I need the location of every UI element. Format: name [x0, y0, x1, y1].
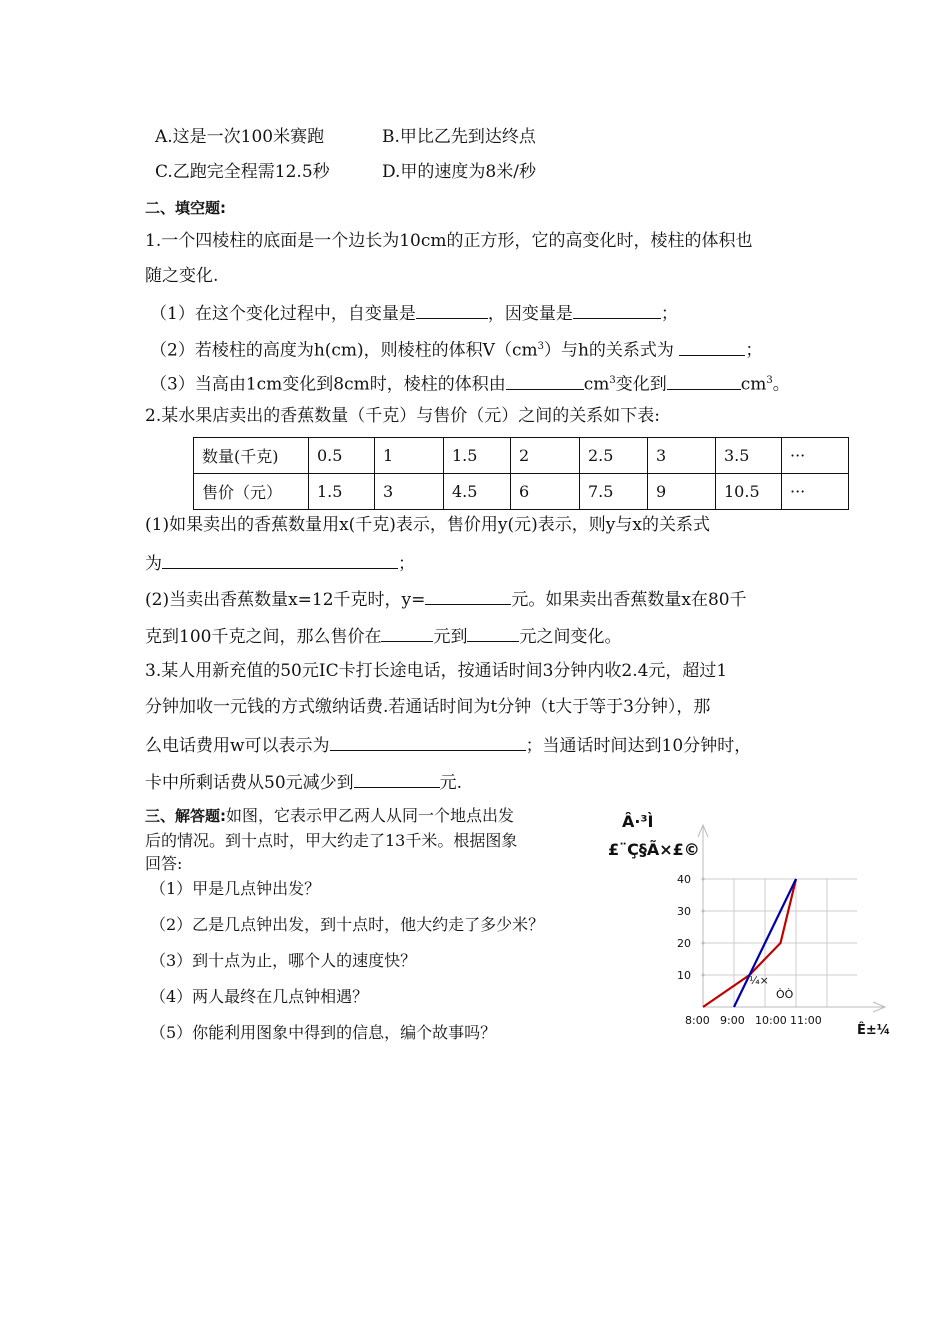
table-cell: ··· [782, 474, 849, 510]
table-cell: 2.5 [580, 438, 648, 474]
table-cell: 3.5 [716, 438, 782, 474]
price-table [193, 437, 849, 510]
table-cell: 售价（元） [194, 474, 309, 510]
y-tick-mark [702, 878, 705, 881]
table-row [194, 474, 849, 510]
q1-line2: 随之变化. [145, 266, 219, 286]
answer-blank[interactable] [679, 338, 745, 356]
annotation-label: ¼× [749, 974, 769, 987]
table-cell: ··· [782, 438, 849, 474]
q3-line2: 分钟加收一元钱的方式缴纳话费.若通话时间为t分钟（t大于等于3分钟），那 [145, 697, 711, 717]
answer-blank[interactable] [354, 770, 440, 788]
table-cell: 1.5 [309, 474, 375, 510]
y-tick-mark [702, 910, 705, 913]
table-cell: 4.5 [444, 474, 511, 510]
answer-blank[interactable] [667, 372, 741, 390]
q2-sub1-line2: 为 ； [145, 551, 415, 575]
chart-title-line2: £¨Ç§Ã×£© [608, 840, 700, 859]
answer-blank[interactable] [162, 551, 398, 569]
q3-line4: 卡中所剩话费从50元减少到 元. [145, 770, 462, 794]
q2-intro: 2.某水果店卖出的香蕉数量（千克）与售价（元）之间的关系如下表: [145, 406, 660, 426]
section3-intro-line1: 三、解答题:如图，它表示甲乙两人从同一个地点出发 [145, 806, 515, 825]
q2-sub2-line2: 克到100千克之间，那么售价在 元到 元之间变化。 [145, 624, 621, 648]
choice-a: A.这是一次100米赛跑 [155, 127, 325, 147]
section3-intro-line3: 回答: [145, 854, 183, 873]
table-cell: 1 [375, 438, 444, 474]
chart-ticks [677, 873, 822, 1027]
x-axis-label: Ê±¼ [857, 1023, 891, 1038]
choice-d: D.甲的速度为8米/秒 [382, 162, 536, 182]
choice-c: C.乙跑完全程需12.5秒 [155, 162, 330, 182]
q3-line3: 么电话费用w可以表示为 ；当通话时间达到10分钟时， [145, 733, 751, 757]
answer-blank[interactable] [416, 301, 488, 319]
x-tick-label: 11:00 [790, 1014, 822, 1027]
chart-axes [698, 825, 885, 1012]
section3-q4: （4）两人最终在几点钟相遇？ [150, 987, 369, 1006]
y-tick-label: 10 [677, 969, 691, 982]
table-cell: 9 [648, 474, 716, 510]
table-cell: 2 [511, 438, 580, 474]
table-cell: 0.5 [309, 438, 375, 474]
annotation-label: ÒÒ [776, 988, 794, 1001]
table-cell: 10.5 [716, 474, 782, 510]
table-cell: 3 [375, 474, 444, 510]
section3-q5: （5）你能利用图象中得到的信息，编个故事吗？ [150, 1023, 497, 1042]
y-tick-mark [702, 942, 705, 945]
y-tick-label: 20 [677, 937, 691, 950]
y-tick-mark [702, 974, 705, 977]
section3-q3: （3）到十点为止，哪个人的速度快？ [150, 951, 417, 970]
q2-sub2-line1: (2)当卖出香蕉数量x=12千克时，y= 元。如果卖出香蕉数量x在80千 [145, 587, 747, 611]
section3-q2: （2）乙是几点钟出发，到十点时，他大约走了多少米？ [150, 915, 545, 934]
x-tick-label: 10:00 [755, 1014, 787, 1027]
x-tick-label: 9:00 [720, 1014, 745, 1027]
answer-blank[interactable] [467, 624, 519, 642]
answer-blank[interactable] [573, 301, 661, 319]
table-cell: 6 [511, 474, 580, 510]
y-tick-label: 40 [677, 873, 691, 886]
q1-part3: （3）当高由1cm变化到8cm时，棱柱的体积由 $cm^3$变化到 $cm^3$。 [150, 370, 790, 396]
table-cell: 7.5 [580, 474, 648, 510]
table-cell: 数量(千克) [194, 438, 309, 474]
y-tick-label: 30 [677, 905, 691, 918]
x-tick-label: 8:00 [685, 1014, 710, 1027]
table-cell: 3 [648, 438, 716, 474]
q2-sub1-line1: (1)如果卖出的香蕉数量用x(千克)表示，售价用y(元)表示，则y与x的关系式 [145, 515, 710, 535]
answer-blank[interactable] [425, 587, 511, 605]
q1-part1: （1）在这个变化过程中，自变量是 ，因变量是 ； [150, 301, 678, 325]
q3-line1: 3.某人用新充值的50元IC卡打长途电话，按通话时间3分钟内收2.4元，超过1 [145, 661, 728, 681]
distance-time-chart [665, 815, 925, 1045]
answer-blank[interactable] [330, 733, 526, 751]
choice-b: B.甲比乙先到达终点 [382, 127, 536, 147]
section3-intro-line2: 后的情况。到十点时，甲大约走了13千米。根据图象 [145, 831, 518, 850]
q1-line1: 1.一个四棱柱的底面是一个边长为10cm的正方形，它的高变化时，棱柱的体积也 [145, 231, 753, 251]
q1-part2: （2）若棱柱的高度为h(cm)，则棱柱的体积$V(cm^3)$与h的关系式为 ； [150, 336, 762, 362]
section3-q1: （1）甲是几点钟出发？ [150, 879, 321, 898]
table-row [194, 438, 849, 474]
answer-blank[interactable] [381, 624, 433, 642]
answer-blank[interactable] [506, 372, 584, 390]
chart-title-line1: Â·³Ì [622, 812, 654, 831]
table-cell: 1.5 [444, 438, 511, 474]
section2-heading: 二、填空题: [145, 199, 226, 217]
